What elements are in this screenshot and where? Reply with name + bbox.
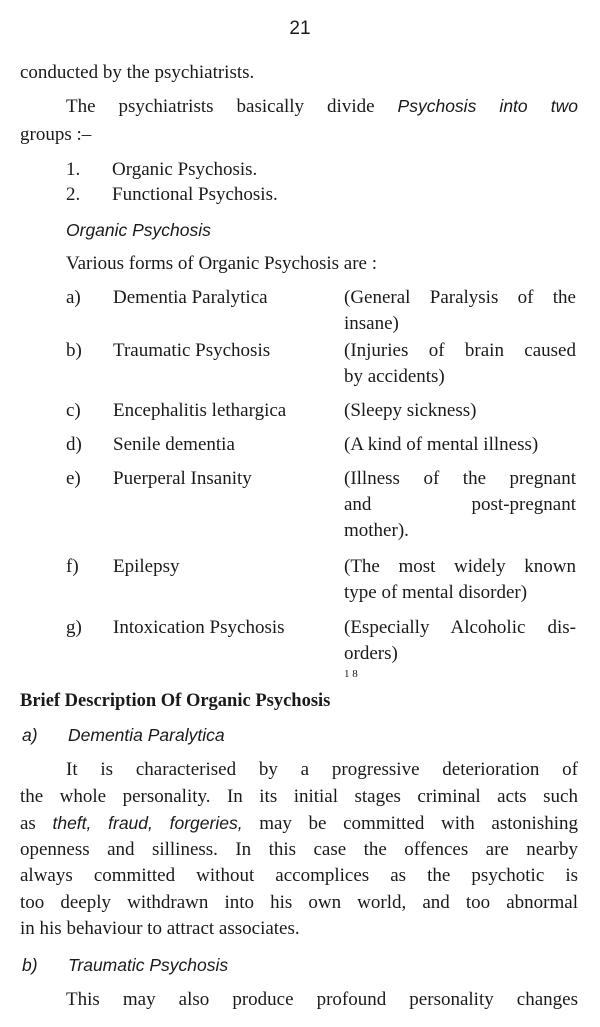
intro-italic: Psychosis into two: [397, 96, 578, 116]
forms-intro: Various forms of Organic Psychosis are :: [66, 253, 377, 274]
body-line: always committed without accomplices as the psychotic is: [20, 865, 578, 886]
form-name: Puerperal Insanity: [113, 468, 252, 489]
form-desc-line: (Especially Alcoholic dis-: [344, 617, 576, 638]
form-description: [344, 554, 576, 606]
body-line: It is characterised by a progressive deterioration of: [66, 759, 578, 780]
form-name: Senile dementia: [113, 434, 235, 455]
body-text: as: [20, 813, 53, 834]
form-description: [344, 398, 576, 424]
section-title: Traumatic Psychosis: [68, 955, 229, 975]
form-name: Epilepsy: [113, 556, 180, 577]
organic-psychosis-heading: Organic Psychosis: [66, 220, 211, 240]
form-name: Traumatic Psychosis: [113, 340, 271, 361]
form-description: [344, 338, 576, 390]
form-desc-line: (Injuries of brain caused: [344, 340, 576, 361]
form-name: Intoxication Psychosis: [113, 617, 285, 638]
form-label: c): [66, 400, 81, 421]
body-line: [20, 810, 578, 837]
section-label: a): [22, 725, 38, 745]
form-name: Encephalitis lethargica: [113, 400, 287, 421]
form-desc-line: [344, 641, 576, 693]
form-label: f): [66, 556, 79, 577]
intro-text: The psychiatrists basically divide: [66, 96, 398, 117]
form-name: Dementia Paralytica: [113, 287, 268, 308]
form-description: [344, 466, 576, 544]
body-italic: theft, fraud, forgeries,: [52, 813, 243, 833]
form-desc-line: (A kind of mental illness): [344, 434, 539, 455]
body-line: This may also produce profound personality changes: [66, 989, 578, 1010]
group-number: 1.: [66, 159, 81, 180]
form-desc-line: (Sleepy sickness): [344, 400, 477, 421]
form-label: b): [66, 340, 82, 361]
footnote-reference: 1 8: [344, 668, 358, 680]
form-description: [344, 615, 576, 693]
page-number: 21: [289, 18, 311, 39]
form-description: [344, 432, 576, 458]
section-label: b): [22, 955, 38, 975]
group-number: 2.: [66, 184, 81, 205]
form-label: g): [66, 617, 82, 638]
body-text: may be committed with astonishing: [242, 813, 578, 834]
form-desc-line: and post-pregnant: [344, 494, 576, 515]
form-label: a): [66, 287, 81, 308]
form-description: [344, 285, 576, 337]
form-desc-line: by accidents): [344, 366, 445, 387]
form-desc-line: type of mental disorder): [344, 582, 528, 603]
intro-paragraph-line2: groups :–: [20, 124, 92, 145]
intro-paragraph-line1: [20, 93, 578, 120]
form-label: d): [66, 434, 82, 455]
form-desc-line: (Illness of the pregnant: [344, 468, 576, 489]
form-desc-line: mother).: [344, 520, 409, 541]
form-desc-text: orders): [344, 643, 398, 664]
group-text: Functional Psychosis.: [112, 184, 278, 205]
brief-description-heading: Brief Description Of Organic Psychosis: [20, 691, 331, 711]
body-line: openness and silliness. In this case the offences are nearby: [20, 839, 578, 860]
intro-line: conducted by the psychiatrists.: [20, 62, 255, 83]
form-desc-line: insane): [344, 313, 399, 334]
body-line: the whole personality. In its initial stages criminal acts such: [20, 786, 578, 807]
body-line: too deeply withdrawn into his own world, and too abnormal: [20, 892, 578, 913]
body-line: in his behaviour to attract associates.: [20, 918, 300, 939]
form-desc-line: (General Paralysis of the: [344, 287, 576, 308]
form-label: e): [66, 468, 81, 489]
section-title: Dementia Paralytica: [68, 725, 225, 745]
form-desc-line: (The most widely known: [344, 556, 576, 577]
group-text: Organic Psychosis.: [112, 159, 258, 180]
